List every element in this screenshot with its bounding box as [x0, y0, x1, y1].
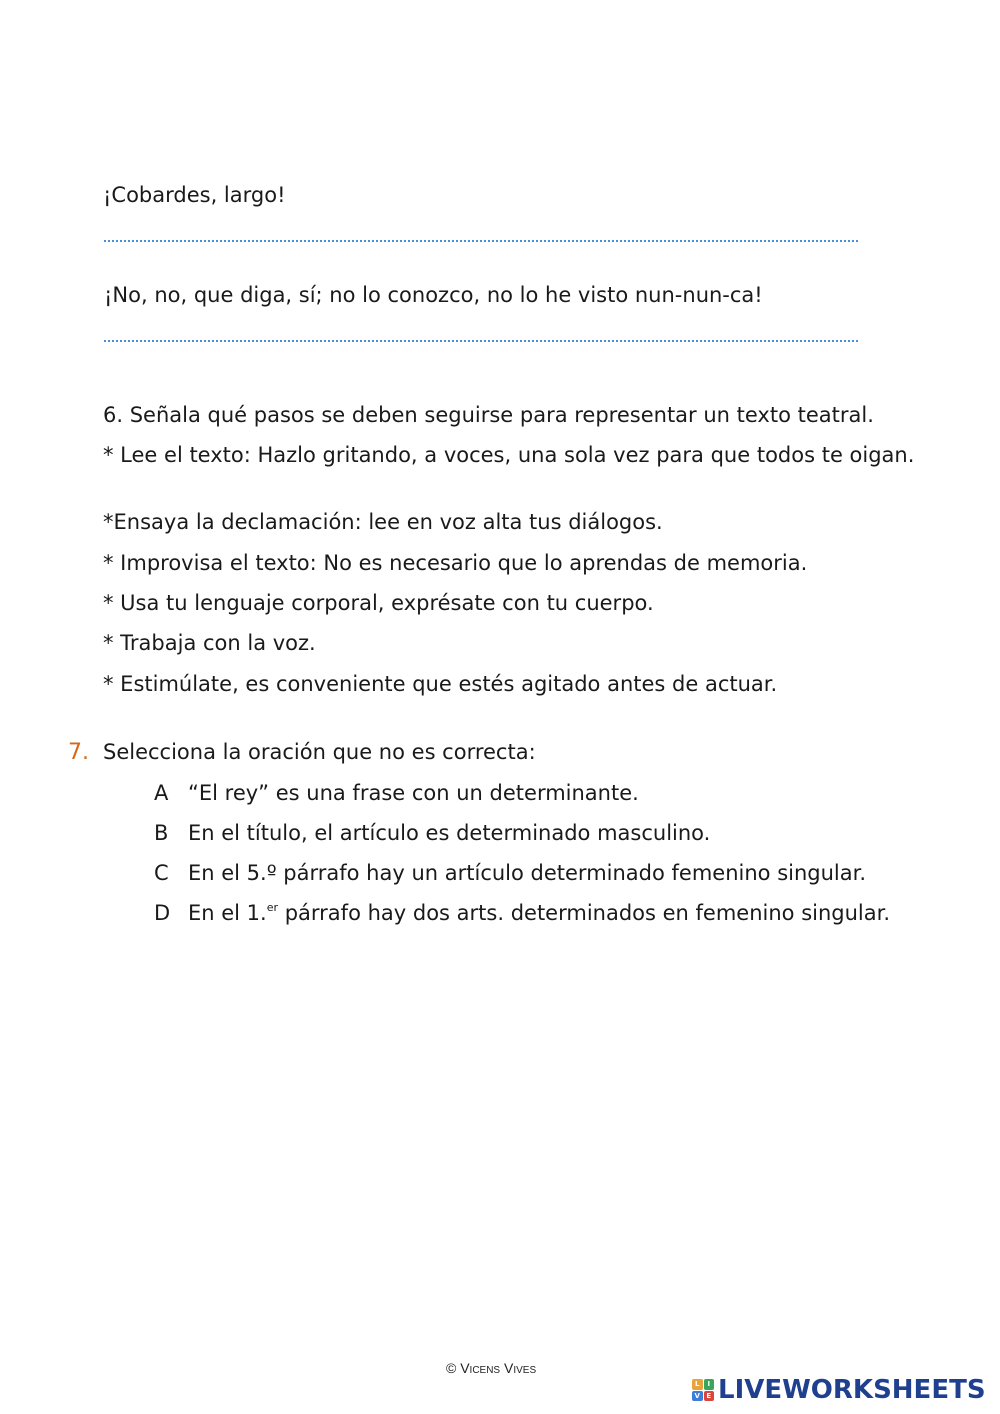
exercise-line-2: ¡No, no, que diga, sí; no lo conozco, no lo he visto nun-nun-ca!	[104, 283, 763, 307]
option-c[interactable]	[154, 860, 866, 887]
section-6-item-6: * Estimúlate, es conveniente que estés agitado antes de actuar.	[103, 672, 778, 696]
section-6-item-4: * Usa tu lenguaje corporal, exprésate con tu cuerpo.	[103, 591, 654, 615]
option-text: “El rey” es una frase con un determinante.	[188, 781, 639, 805]
option-text	[188, 900, 890, 927]
liveworksheets-logo-icon	[692, 1379, 714, 1401]
section-6-title: 6. Señala qué pasos se deben seguirse para representar un texto teatral.	[103, 403, 874, 427]
option-text: En el título, el artículo es determinado masculino.	[188, 821, 711, 845]
section-6-item-5: * Trabaja con la voz.	[103, 631, 316, 655]
logo-letter-v: V	[692, 1391, 703, 1402]
copyright-notice	[446, 1360, 536, 1376]
copyright-text: © Vicens Vives	[446, 1360, 537, 1376]
question-7-prompt: Selecciona la oración que no es correcta:	[103, 740, 536, 764]
logo-letter-e: E	[704, 1391, 715, 1402]
option-letter: B	[154, 821, 169, 845]
liveworksheets-brand[interactable]	[692, 1375, 986, 1405]
answer-dotted-line-1[interactable]	[104, 240, 858, 242]
answer-dotted-line-2[interactable]	[104, 340, 858, 342]
option-letter: C	[154, 861, 169, 885]
section-6-item-3: * Improvisa el texto: No es necesario que lo aprendas de memoria.	[103, 551, 808, 575]
ordinal-superscript: er	[266, 901, 279, 914]
section-6-item-2: *Ensaya la declamación: lee en voz alta tus diálogos.	[103, 510, 663, 534]
option-d[interactable]	[154, 900, 890, 927]
logo-letter-l: L	[692, 1379, 703, 1390]
option-text-after: párrafo hay dos arts. determinados en femenino singular.	[278, 901, 891, 925]
option-text: En el 5.º párrafo hay un artículo determinado femenino singular.	[188, 861, 866, 885]
brand-name: LIVEWORKSHEETS	[718, 1375, 986, 1405]
question-7-number: 7.	[68, 740, 89, 765]
section-6-item-1: * Lee el texto: Hazlo gritando, a voces, una sola vez para que todos te oigan.	[103, 443, 915, 467]
exercise-line-1: ¡Cobardes, largo!	[103, 183, 286, 207]
option-a[interactable]	[154, 780, 639, 807]
option-text-before: En el 1.	[188, 901, 267, 925]
logo-letter-i: I	[704, 1379, 715, 1390]
option-b[interactable]	[154, 820, 710, 847]
option-letter: A	[154, 781, 169, 805]
option-letter: D	[154, 901, 171, 925]
